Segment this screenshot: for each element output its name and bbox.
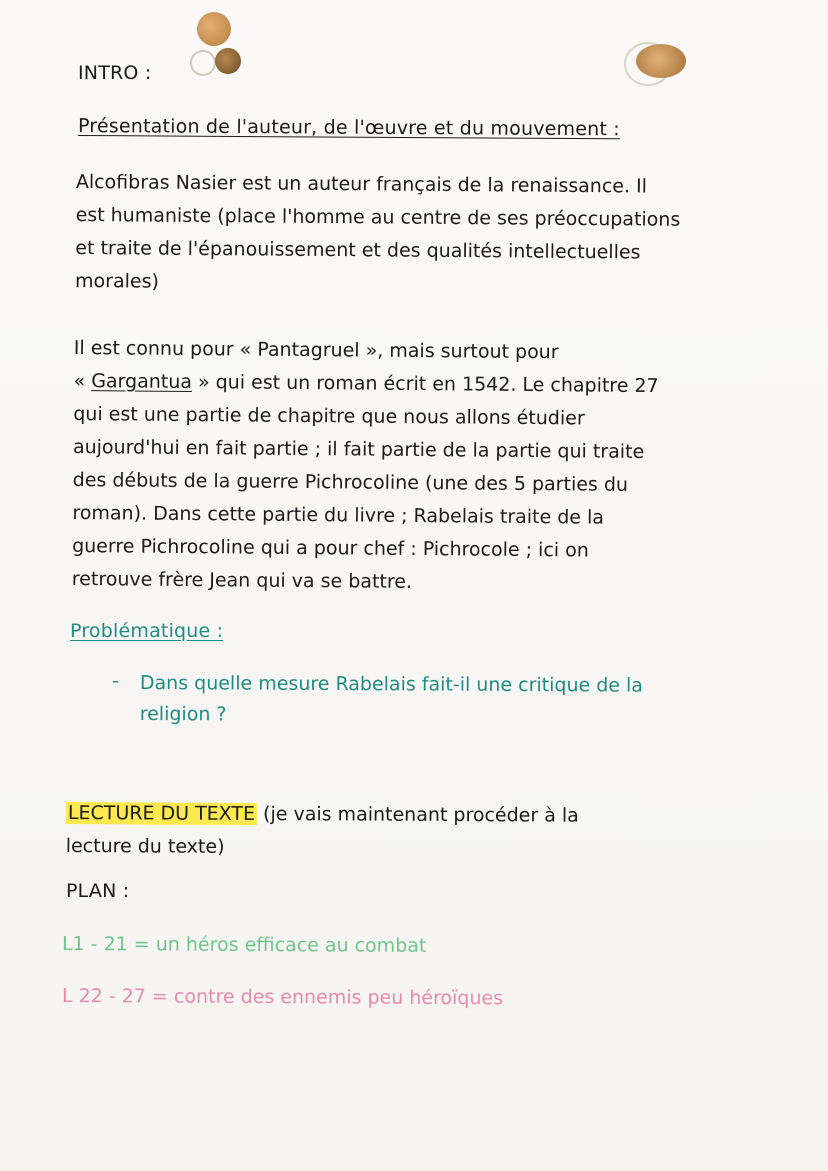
plan-part-2: L 22 - 27 = contre des ennemis peu héroïques bbox=[61, 985, 504, 1010]
plan-part-1: L1 - 21 = un héros efficace au combat bbox=[61, 933, 427, 957]
text-line: lecture du texte) bbox=[65, 834, 225, 858]
problematique-heading: Problématique : bbox=[70, 620, 224, 642]
lecture-block bbox=[66, 797, 579, 866]
quote-open: « bbox=[73, 369, 92, 393]
plan-heading: PLAN : bbox=[66, 880, 130, 902]
text-line: aujourd'hui en fait partie ; il fait partie de la partie qui traite bbox=[72, 435, 645, 463]
text-line: morales) bbox=[75, 269, 160, 293]
text-line: qui est une partie de chapitre que nous allons étudier bbox=[73, 402, 585, 430]
text-line bbox=[73, 365, 658, 403]
text-line: est humaniste (place l'homme au centre de ses préoccupations bbox=[75, 203, 681, 231]
decorative-dot bbox=[215, 48, 241, 74]
intro-heading: INTRO : bbox=[78, 62, 152, 84]
text-fragment: (je vais maintenant procéder à la bbox=[256, 803, 579, 827]
text-line bbox=[66, 797, 579, 833]
bullet-dash: - bbox=[112, 670, 119, 692]
decorative-dot bbox=[636, 44, 686, 78]
paragraph-author bbox=[75, 166, 681, 303]
book-title: Gargantua bbox=[91, 370, 193, 394]
decorative-dot bbox=[197, 12, 231, 46]
text-line: roman). Dans cette partie du livre ; Rabelais traite de la bbox=[72, 501, 605, 529]
text-line: Dans quelle mesure Rabelais fait-il une critique de la bbox=[139, 671, 644, 697]
text-line: Alcofibras Nasier est un auteur français de la renaissance. Il bbox=[75, 170, 648, 198]
text-line: Il est connu pour « Pantagruel », mais surtout pour bbox=[73, 336, 559, 364]
text-fragment: » qui est un roman écrit en 1542. Le chapitre 27 bbox=[191, 371, 659, 398]
text-line: retrouve frère Jean qui va se battre. bbox=[71, 567, 413, 593]
text-line: et traite de l'épanouissement et des qualités intellectuelles bbox=[75, 236, 641, 264]
text-line: guerre Pichrocoline qui a pour chef : Pichrocole ; ici on bbox=[72, 534, 589, 562]
presentation-heading: Présentation de l'auteur, de l'œuvre et du mouvement : bbox=[77, 115, 620, 141]
text-line: des débuts de la guerre Pichrocoline (une des 5 parties du bbox=[72, 468, 629, 496]
lecture-highlight: LECTURE DU TEXTE bbox=[67, 802, 256, 825]
paragraph-work bbox=[72, 332, 659, 601]
problematique-question bbox=[140, 668, 643, 733]
text-line: religion ? bbox=[139, 702, 227, 726]
decorative-dot bbox=[190, 50, 216, 76]
